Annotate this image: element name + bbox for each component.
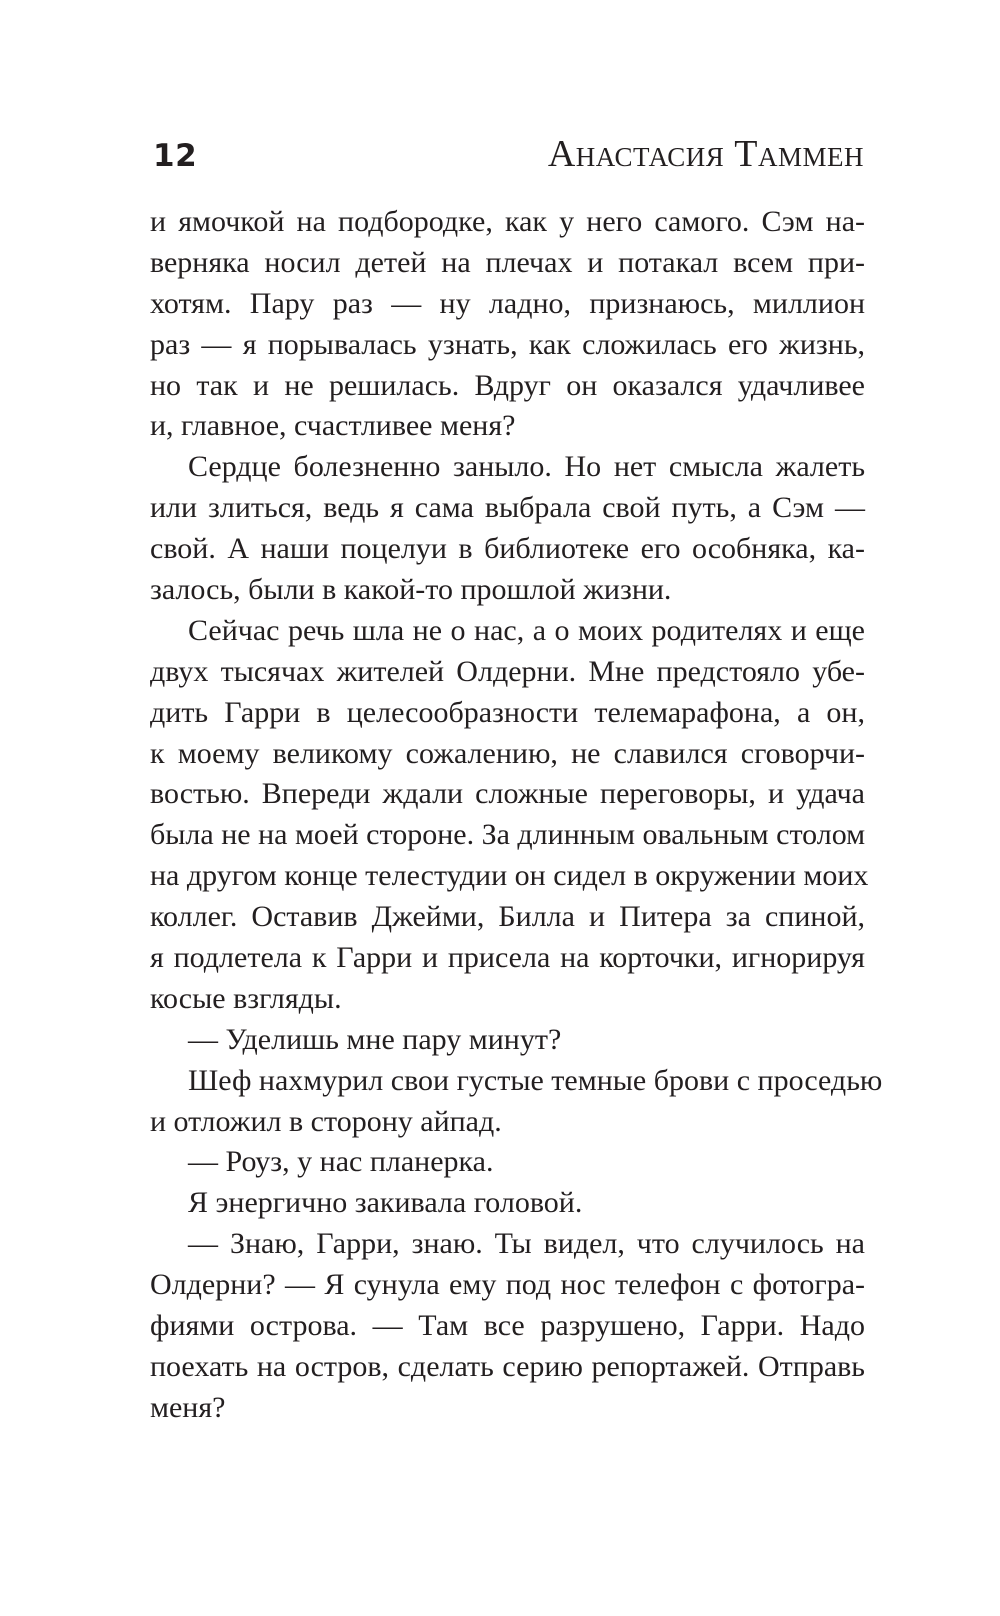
text-line: Я энергично закивала головой. xyxy=(188,1186,583,1220)
text-line: но так и не решилась. Вдруг он оказался удачливее xyxy=(150,368,865,402)
text-line: к моему великому сожалению, не славился сговорчи- xyxy=(150,736,865,770)
text-line: Шеф нахмурил свои густые темные брови с проседью xyxy=(188,1063,883,1097)
text-line: Олдерни? — Я сунула ему под нос телефон с фотогра- xyxy=(150,1268,865,1302)
body-text xyxy=(150,202,883,1429)
text-line: хотям. Пару раз — ну ладно, признаюсь, миллион xyxy=(150,286,865,320)
page-number: 12 xyxy=(153,138,198,174)
text-line: — Знаю, Гарри, знаю. Ты видел, что случилось на xyxy=(188,1227,865,1261)
text-line: двух тысячах жителей Олдерни. Мне предстояло убе- xyxy=(150,654,865,688)
text-line: Сейчас речь шла не о нас, а о моих родителях и еще xyxy=(188,613,865,647)
text-line: была не на моей стороне. За длинным овальным столом xyxy=(150,818,866,852)
text-line: — Уделишь мне пару минут? xyxy=(188,1022,562,1056)
text-line: — Роуз, у нас планерка. xyxy=(188,1145,494,1179)
text-line: востью. Впереди ждали сложные переговоры, и удача xyxy=(150,777,865,811)
text-line: залось, были в какой-то прошлой жизни. xyxy=(150,573,672,607)
text-line: дить Гарри в целесообразности телемарафона, а он, xyxy=(150,695,865,729)
text-line: Сердце болезненно заныло. Но нет смысла жалеть xyxy=(188,450,865,484)
text-line: и отложил в сторону айпад. xyxy=(150,1104,502,1138)
text-line: на другом конце телестудии он сидел в окружении моих xyxy=(150,859,869,893)
text-line: поехать на остров, сделать серию репортажей. Отправь xyxy=(150,1349,865,1383)
text-line: раз — я порывалась узнать, как сложилась его жизнь, xyxy=(150,327,865,361)
text-line: или злиться, ведь я сама выбрала свой путь, а Сэм — xyxy=(150,491,865,525)
text-line: коллег. Оставив Джейми, Билла и Питера за спиной, xyxy=(150,900,865,934)
text-line: и ямочкой на подбородке, как у него самого. Сэм на- xyxy=(150,205,865,238)
running-head-author: Анастасия Таммен xyxy=(547,133,864,175)
text-line: косые взгляды. xyxy=(150,981,342,1015)
text-line: фиями острова. — Там все разрушено, Гарри. Надо xyxy=(150,1309,865,1343)
text-line: я подлетела к Гарри и присела на корточки, игнорируя xyxy=(150,941,865,975)
text-line: и, главное, счастливее меня? xyxy=(150,409,516,443)
text-line: меня? xyxy=(150,1390,226,1424)
text-line: свой. А наши поцелуи в библиотеке его особняка, ка- xyxy=(150,532,865,566)
text-line: верняка носил детей на плечах и потакал всем при- xyxy=(150,245,865,279)
